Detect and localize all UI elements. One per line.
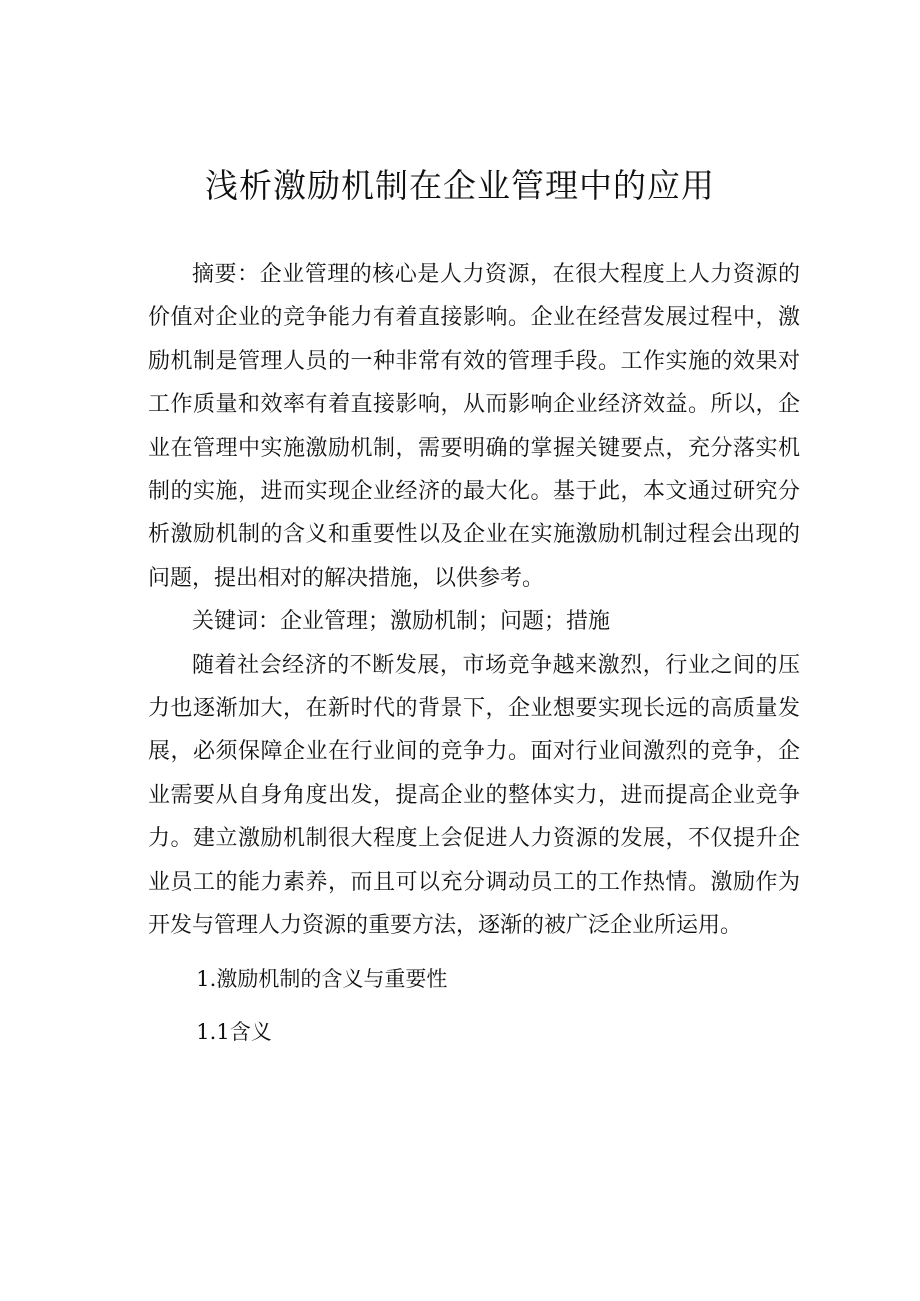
spacer	[148, 1001, 800, 1011]
section-heading-1-1: 1.1含义	[196, 1019, 272, 1044]
spacer	[148, 948, 800, 958]
abstract-paragraph: 摘要：企业管理的核心是人力资源，在很大程度上人力资源的价值对企业的竞争能力有着直接影响。企业在经营发展过程中，激励机制是管理人员的一种非常有效的管理手段。工作实施的效果对工作质量和效率有着直接影响，从而影响企业经济效益。所以，企业在管理中实施激励机制，需要明确的掌握关键要点，充分落实机制的实施，进而实现企业经济的最大化。基于此，本文通过研究分析激励机制的含义和重要性以及企业在实施激励机制过程会出现的问题，提出相对的解决措施，以供参考。	[148, 262, 800, 591]
section-heading-1: 1.激励机制的含义与重要性	[196, 966, 448, 991]
keywords-paragraph: 关键词：企业管理；激励机制；问题；措施	[192, 609, 611, 635]
document-title: 浅析激励机制在企业管理中的应用	[205, 166, 715, 205]
document-body	[148, 253, 800, 1054]
intro-paragraph: 随着社会经济的不断发展，市场竞争越来激烈，行业之间的压力也逐渐加大，在新时代的背景下，企业想要实现长远的高质量发展，必须保障企业在行业间的竞争力。面对行业间激烈的竞争，企业需要从自身角度出发，提高企业的整体实力，进而提高企业竞争力。建立激励机制很大程度上会促进人力资源的发展，不仅提升企业员工的能力素养，而且可以充分调动员工的工作热情。激励作为开发与管理人力资源的重要方法，逐渐的被广泛企业所运用。	[148, 652, 800, 939]
